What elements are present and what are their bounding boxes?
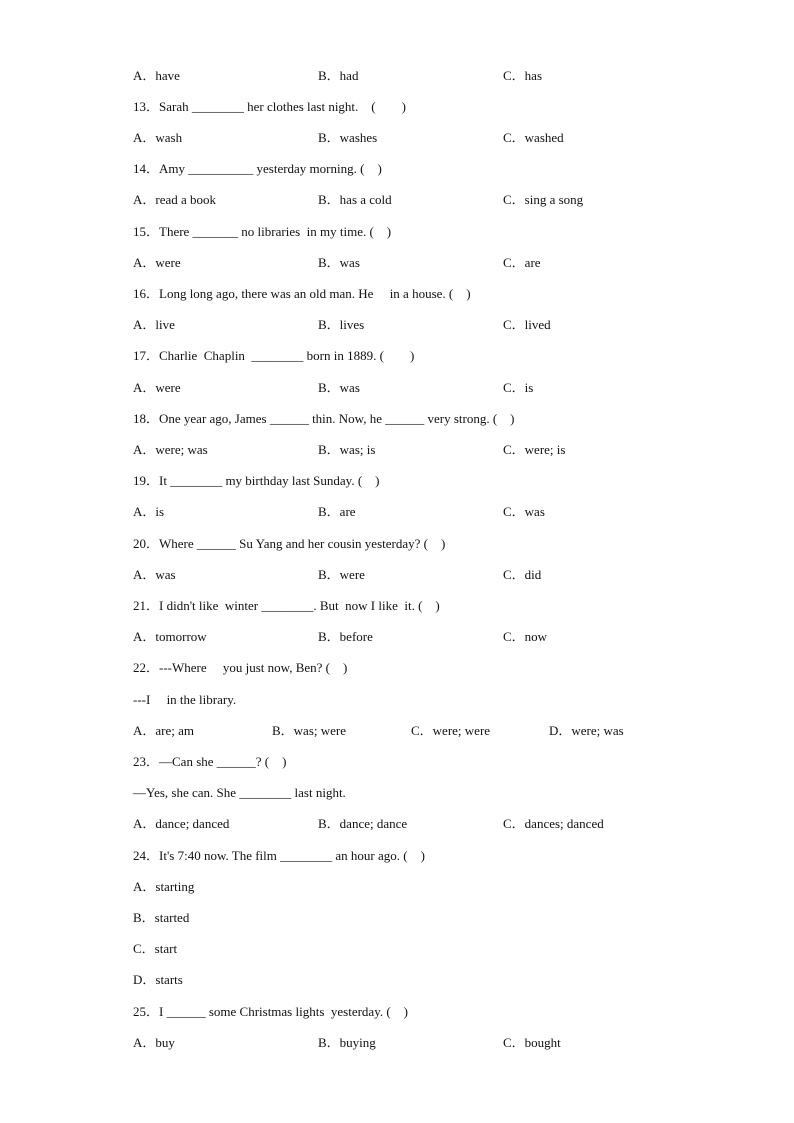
answer-option: A．have	[133, 68, 180, 83]
question-line: 18．One year ago, James ______ thin. Now, he ______ very strong. ( )	[133, 411, 515, 426]
question-line: 24．It's 7:40 now. The film ________ an hour ago. ( )	[133, 848, 425, 863]
answer-option: A．buy	[133, 1035, 175, 1050]
answer-option: A．were; was	[133, 442, 208, 457]
answer-option: A．live	[133, 317, 175, 332]
answer-option: A．were	[133, 255, 181, 270]
answer-option: C．has	[503, 68, 543, 83]
question-line: 25．I ______ some Christmas lights yesterday. ( )	[133, 1004, 409, 1019]
answer-option: C．bought	[503, 1035, 561, 1050]
question-line: A．starting	[133, 879, 195, 894]
answer-option: C．are	[503, 255, 541, 270]
question-line: 19．It ________ my birthday last Sunday. ( )	[133, 473, 380, 488]
answer-option: C．did	[503, 567, 542, 582]
question-line: B．started	[133, 910, 190, 925]
answer-option: D．were; was	[549, 723, 624, 738]
answer-option: B．was	[318, 380, 360, 395]
question-line: 15．There _______ no libraries in my time. ( )	[133, 224, 392, 239]
answer-option: A．wash	[133, 130, 183, 145]
answer-option: A．was	[133, 567, 176, 582]
answer-option: B．has a cold	[318, 192, 392, 207]
answer-option: A．is	[133, 504, 165, 519]
answer-option: B．was; is	[318, 442, 376, 457]
answer-option: B．are	[318, 504, 356, 519]
answer-option: B．washes	[318, 130, 378, 145]
answer-option: C．dances; danced	[503, 816, 604, 831]
answer-option: A．were	[133, 380, 181, 395]
question-line: 23．—Can she ______? ( )	[133, 754, 287, 769]
answer-option: B．dance; dance	[318, 816, 408, 831]
answer-option: B．lives	[318, 317, 365, 332]
answer-option: B．buying	[318, 1035, 376, 1050]
question-line: D．starts	[133, 972, 183, 987]
question-line: 21．I didn't like winter ________. But now I like it. ( )	[133, 598, 440, 613]
answer-option: A．tomorrow	[133, 629, 207, 644]
answer-option: C．washed	[503, 130, 564, 145]
question-line: C．start	[133, 941, 178, 956]
question-line: —Yes, she can. She ________ last night.	[133, 785, 346, 800]
answer-option: B．before	[318, 629, 373, 644]
answer-option: A．read a book	[133, 192, 217, 207]
answer-option: B．had	[318, 68, 359, 83]
question-line: ---I in the library.	[133, 692, 237, 707]
answer-option: C．lived	[503, 317, 551, 332]
answer-option: C．were; is	[503, 442, 566, 457]
answer-option: A．dance; danced	[133, 816, 230, 831]
answer-option: A．are; am	[133, 723, 195, 738]
question-line: 20．Where ______ Su Yang and her cousin yesterday? ( )	[133, 536, 446, 551]
question-line: 14．Amy __________ yesterday morning. ( )	[133, 161, 382, 176]
answer-option: C．were; were	[411, 723, 491, 738]
question-line: 16．Long long ago, there was an old man. He in a house. ( )	[133, 286, 471, 301]
question-line: 17．Charlie Chaplin ________ born in 1889. ( )	[133, 348, 415, 363]
answer-option: B．was; were	[272, 723, 347, 738]
answer-option: C．now	[503, 629, 548, 644]
answer-option: C．is	[503, 380, 534, 395]
answer-option: C．was	[503, 504, 545, 519]
question-line: 22．---Where you just now, Ben? ( )	[133, 660, 348, 675]
answer-option: C．sing a song	[503, 192, 584, 207]
answer-option: B．was	[318, 255, 360, 270]
question-line: 13．Sarah ________ her clothes last night. ( )	[133, 99, 406, 114]
answer-option: B．were	[318, 567, 365, 582]
